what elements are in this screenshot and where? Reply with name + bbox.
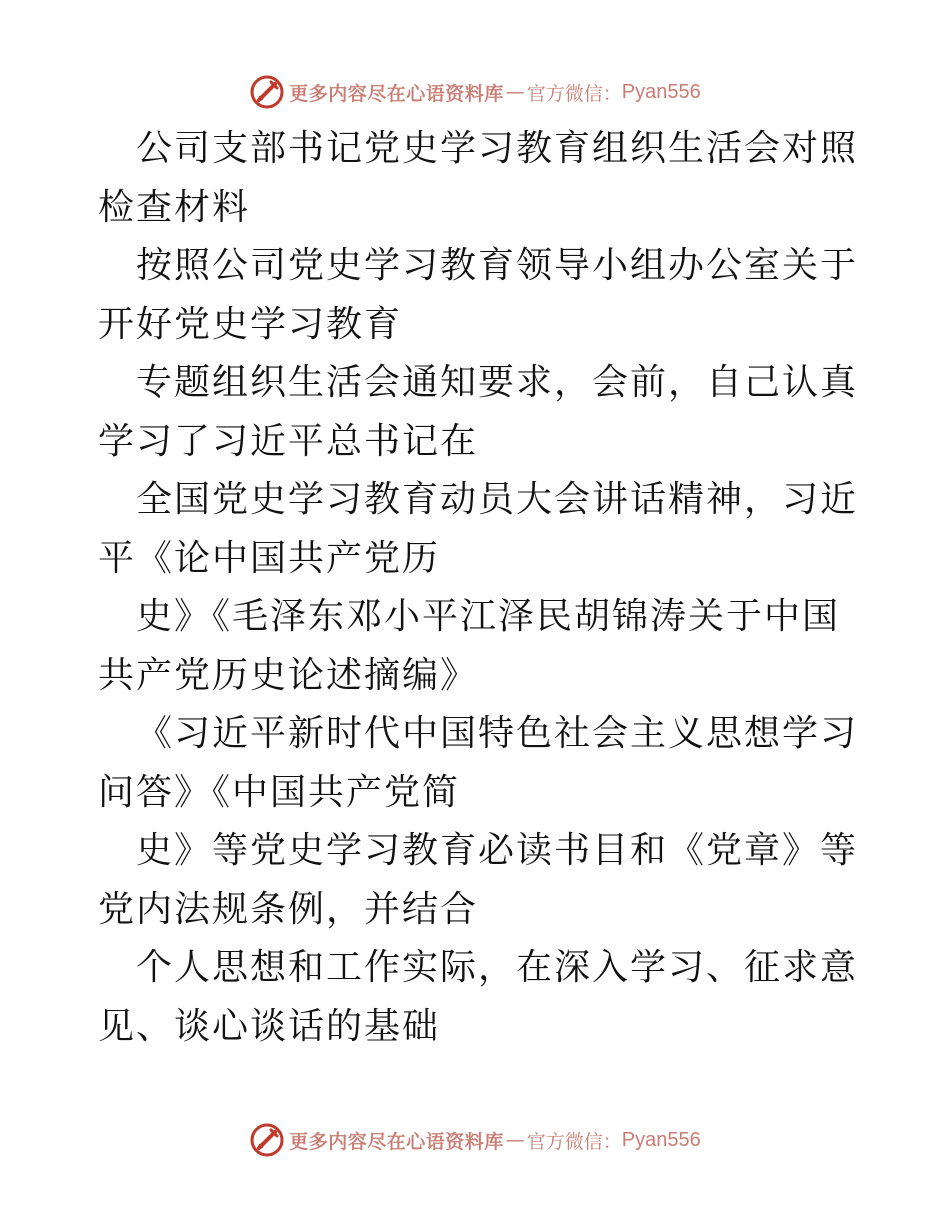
watermark-main-text: 更多内容尽在心语资料库 bbox=[289, 82, 504, 105]
watermark-official-label: 官方微信： bbox=[526, 1130, 622, 1153]
paragraph-8: 个人思想和工作实际，在深入学习、征求意见、谈心谈话的基础 bbox=[98, 947, 859, 1047]
watermark-wechat-id: Pyan556 bbox=[621, 1128, 701, 1151]
document-body bbox=[98, 120, 858, 1056]
paragraph-7: 史》等党史学习教育必读书目和《党章》等党内法规条例，并结合 bbox=[98, 830, 859, 930]
watermark-separator: — bbox=[505, 1129, 525, 1151]
paragraph-1: 公司支部书记党史学习教育组织生活会对照检查材料 bbox=[98, 128, 859, 228]
watermark-official-label: 官方微信： bbox=[526, 82, 622, 105]
paragraph-6: 《习近平新时代中国特色社会主义思想学习问答》《中国共产党简 bbox=[98, 713, 859, 813]
paragraph-4: 全国党史学习教育动员大会讲话精神，习近平《论中国共产党历 bbox=[98, 479, 859, 579]
paragraph-5: 史》《毛泽东邓小平江泽民胡锦涛关于中国共产党历史论述摘编》 bbox=[98, 596, 841, 696]
header-watermark bbox=[0, 72, 950, 112]
watermark-main-text: 更多内容尽在心语资料库 bbox=[289, 1130, 504, 1153]
footer-watermark bbox=[0, 1120, 950, 1160]
watermark-separator: — bbox=[505, 81, 525, 103]
logo-icon bbox=[249, 74, 285, 110]
watermark-wechat-id: Pyan556 bbox=[621, 80, 701, 103]
paragraph-2: 按照公司党史学习教育领导小组办公室关于开好党史学习教育 bbox=[98, 245, 859, 345]
paragraph-3: 专题组织生活会通知要求，会前，自己认真学习了习近平总书记在 bbox=[98, 362, 859, 462]
logo-icon bbox=[249, 1122, 285, 1158]
